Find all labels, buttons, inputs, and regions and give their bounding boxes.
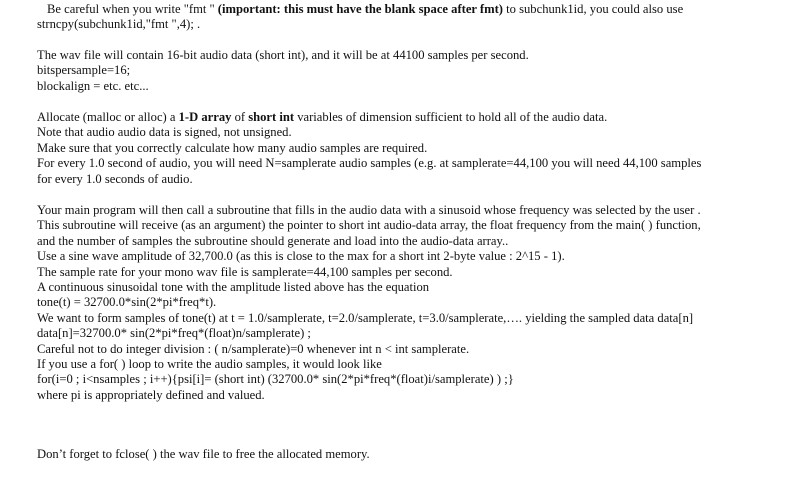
allocate-bold-short-int: short int xyxy=(248,110,295,124)
allocate-line-5: for every 1.0 seconds of audio. xyxy=(37,171,193,186)
allocate-text-c: variables of dimension sufficient to hold all of the audio data. xyxy=(294,110,608,124)
main-program-line: If you use a for( ) loop to write the audio samples, it would look like xyxy=(37,357,382,372)
fmt-warning-line-2: strncpy(subchunk1id,"fmt ",4); . xyxy=(37,17,201,32)
allocate-text-a: Allocate (malloc or alloc) a xyxy=(37,110,179,124)
fmt-warning-bold-text: (important: this must have the blank space after fmt) xyxy=(217,2,504,16)
main-program-line: Your main program will then call a subroutine that fills in the audio data with a sinusoid whose frequency was selected by the user . xyxy=(37,203,701,217)
main-program-line: and the number of samples the subroutine should generate and load into the audio-data array.. xyxy=(37,233,509,248)
allocate-line-1 xyxy=(37,110,782,125)
closing-paragraph xyxy=(37,447,782,462)
allocate-line-3: Make sure that you correctly calculate how many audio samples are required. xyxy=(37,140,428,155)
fmt-warning-text-b: to subchunk1id, you could also use xyxy=(503,2,684,16)
allocate-line-4: For every 1.0 second of audio, you will need N=samplerate audio samples (e.g. at samplerate=44,100 you will need 44,100 samples xyxy=(37,156,702,171)
fmt-warning-line-1 xyxy=(37,2,782,17)
main-program-line: The sample rate for your mono wav file is samplerate=44,100 samples per second. xyxy=(37,264,453,279)
allocate-text-b: of xyxy=(231,110,249,124)
wav-info-line-2: bitspersample=16; xyxy=(37,63,131,78)
main-program-line: We want to form samples of tone(t) at t = 1.0/samplerate, t=2.0/samplerate, t=3.0/samplerate,…. yielding the sampled data data[n] xyxy=(37,310,694,325)
allocate-line-2: Note that audio audio data is signed, not unsigned. xyxy=(37,125,292,140)
wav-info-line-3: blockalign = etc. etc... xyxy=(37,78,149,93)
allocate-bold-array: 1-D array xyxy=(178,110,232,124)
fmt-warning-paragraph xyxy=(37,2,782,33)
fclose-reminder: Don’t forget to fclose( ) the wav file to free the allocated memory. xyxy=(37,447,370,461)
main-program-line: where pi is appropriately defined and valued. xyxy=(37,387,265,402)
main-program-line: A continuous sinusoidal tone with the amplitude listed above has the equation xyxy=(37,280,430,295)
wav-info-paragraph xyxy=(37,48,782,94)
allocate-paragraph xyxy=(37,110,782,187)
equation-line: tone(t) = 32700.0*sin(2*pi*freq*t). xyxy=(37,295,217,310)
main-program-line: Careful not to do integer division : ( n/samplerate)=0 whenever int n < int samplerate. xyxy=(37,341,470,356)
main-program-line: Use a sine wave amplitude of 32,700.0 (as this is close to the max for a short int 2-byte value : 2^15 - 1). xyxy=(37,249,565,264)
wav-info-line-1: The wav file will contain 16-bit audio data (short int), and it will be at 44100 samples per second. xyxy=(37,48,529,62)
main-program-paragraph xyxy=(37,203,782,403)
main-program-line: This subroutine will receive (as an argument) the pointer to short int audio-data array, the float frequency from the main( ) function, xyxy=(37,218,701,233)
fmt-warning-text-a: Be careful when you write "fmt " xyxy=(47,2,218,16)
sampled-data-formula: data[n]=32700.0* sin(2*pi*freq*(float)n/samplerate) ; xyxy=(37,326,311,341)
for-loop-code: for(i=0 ; i<nsamples ; i++){psi[i]= (short int) (32700.0* sin(2*pi*freq*(float)i/samplerate) ) ;} xyxy=(37,372,514,387)
